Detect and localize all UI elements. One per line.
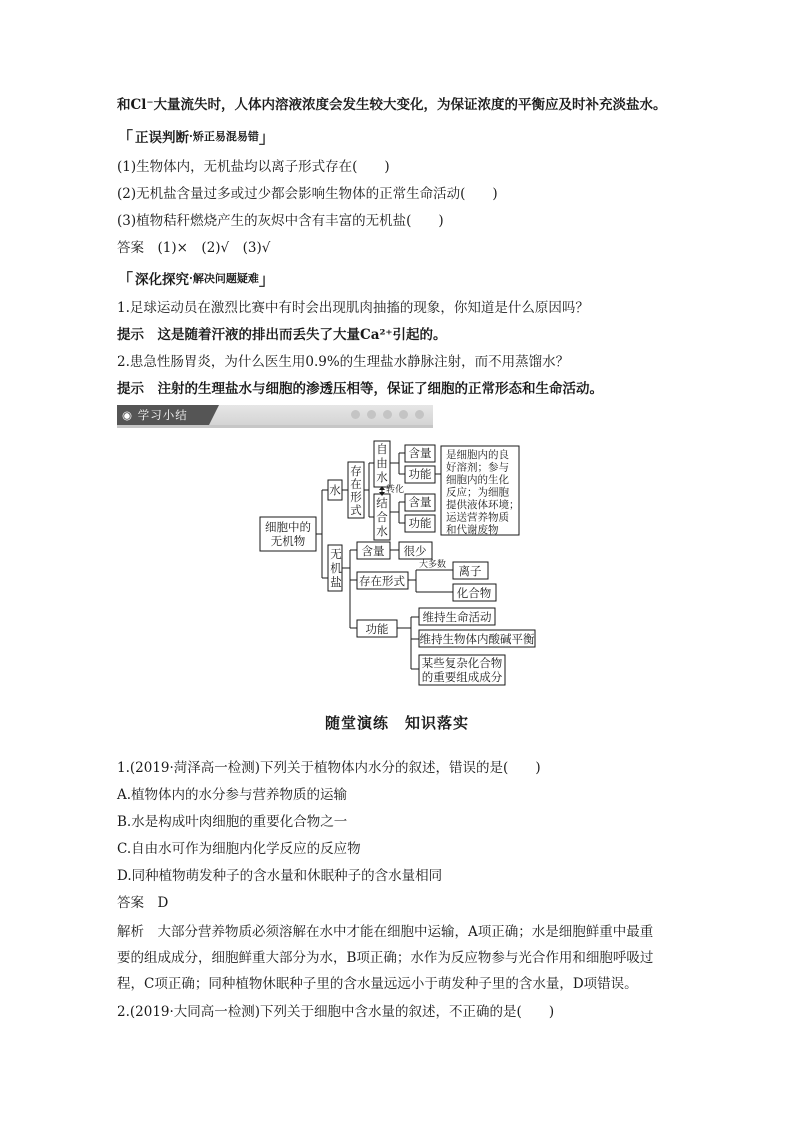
note-line-2: 好溶剂；参与 [446,461,509,474]
inquiry-hint-2: 提示 注射的生理盐水与细胞的渗透压相等，保证了细胞的正常形态和生命活动。 [117,381,603,397]
correction-subtitle: ·矫正易混易错 [189,130,259,143]
function-1-label: 维持生命活动 [422,610,492,624]
note-line-3: 细胞内的生化 [446,474,509,486]
salt-form-label: 存在形式 [359,574,405,588]
question-1-option-d: D.同种植物萌发种子的含水量和休眠种子的含水量相同 [117,868,443,884]
bracket-open-icon: 「 [117,127,134,147]
question-1-analysis-line-2: 要的组成成分，细胞鲜重大部分为水，B项正确；水作为反应物参与光合作用和细胞呼吸过 [117,950,654,966]
majority-label: 大多数 [419,560,447,570]
intro-text: 和Cl⁻大量流失时，人体内溶液浓度会发生较大变化，为保证浓度的平衡应及时补充淡盐水。 [117,97,667,113]
bound-water-char-3: 水 [376,524,388,538]
inquiry-subtitle: ·解决问题疑难 [189,272,259,285]
correction-answer: 答案 (1)× (2)√ (3)√ [117,240,271,256]
salt-function-label: 功能 [365,622,389,636]
function-3-label-line1: 某些复杂化合物 [421,656,503,670]
inquiry-title: 深化探究 [135,272,190,288]
salt-char-3: 盐 [330,575,342,589]
salt-char-1: 无 [330,547,342,561]
bracket-open-icon: 「 [117,269,134,289]
bound-water-char-2: 合 [376,510,388,524]
bound-water-content-label: 含量 [408,495,432,509]
summary-label: 学习小结 [137,408,188,422]
question-1-option-c: C.自由水可作为细胞内化学反应的反应物 [117,841,361,857]
inquiry-question-2: 2.患急性肠胃炎，为什么医生用0.9%的生理盐水静脉注射，而不用蒸馏水？ [117,354,570,370]
existence-char-2: 在 [350,477,362,491]
function-3-label-line2: 的重要组成成分 [421,670,503,684]
correction-item-3: (3)植物秸秆燃烧产生的灰烬中含有丰富的无机盐( ) [117,213,444,229]
question-2: 2.(2019·大同高一检测)下列关于细胞中含水量的叙述，不正确的是( ) [117,1004,555,1020]
free-water-function-label: 功能 [408,467,432,481]
free-water-content-label: 含量 [408,446,432,460]
ion-label: 离子 [458,564,482,578]
note-line-4: 反应；为细胞 [446,486,509,499]
inquiry-question-1: 1.足球运动员在激烈比赛中有时会出现肌肉抽搐的现象，你知道是什么原因吗？ [117,300,589,316]
question-1-option-b: B.水是构成叶肉细胞的重要化合物之一 [117,814,348,830]
note-line-7: 和代谢废物 [446,524,499,536]
question-1-option-a: A.植物体内的水分参与营养物质的运输 [117,787,348,803]
question-1-analysis-line-3: 程，C项正确；同种植物休眠种子里的含水量远远小于萌发种子里的含水量，D项错误。 [117,976,638,992]
correction-title: 正误判断 [135,130,190,146]
question-1: 1.(2019·菏泽高一检测)下列关于植物体内水分的叙述，错误的是( ) [117,760,541,776]
water-label: 水 [329,483,341,497]
bound-water-char-1: 结 [376,496,388,510]
existence-char-4: 式 [350,503,362,517]
bracket-close-icon: 」 [258,127,275,147]
existence-char-3: 形 [350,490,362,504]
free-water-char-3: 水 [376,470,388,484]
compound-label: 化合物 [456,586,492,600]
note-line-6: 运送营养物质 [446,511,509,524]
target-circle-icon: ◉ [122,408,134,422]
bracket-close-icon: 」 [258,269,275,289]
function-2-label: 维持生物体内酸碱平衡 [419,632,535,646]
note-line-5: 提供液体环境； [446,499,520,511]
correction-item-2: (2)无机盐含量过多或过少都会影响生物体的正常生命活动( ) [117,186,498,202]
inquiry-hint-1: 提示 这是随着汗液的排出而丢失了大量Ca²⁺引起的。 [117,327,447,343]
question-1-answer: 答案 D [117,895,169,911]
convert-label: 转化 [386,485,405,495]
practice-title: 随堂演练 知识落实 [324,714,469,732]
free-water-char-1: 自 [376,442,388,456]
bound-water-function-label: 功能 [408,516,432,530]
salt-content-label: 含量 [361,544,385,558]
root-label-line1: 细胞中的 [265,520,311,534]
note-line-1: 是细胞内的良 [446,449,509,461]
root-label-line2: 无机物 [270,534,306,548]
free-water-char-2: 由 [376,456,388,470]
question-1-analysis-line-1: 解析 大部分营养物质必须溶解在水中才能在细胞中运输，A项正确；水是细胞鲜重中最重 [117,924,654,940]
salt-char-2: 机 [330,561,342,575]
very-little-label: 很少 [403,544,427,558]
correction-item-1: (1)生物体内，无机盐均以离子形式存在( ) [117,159,390,175]
existence-char-1: 存 [350,464,362,478]
